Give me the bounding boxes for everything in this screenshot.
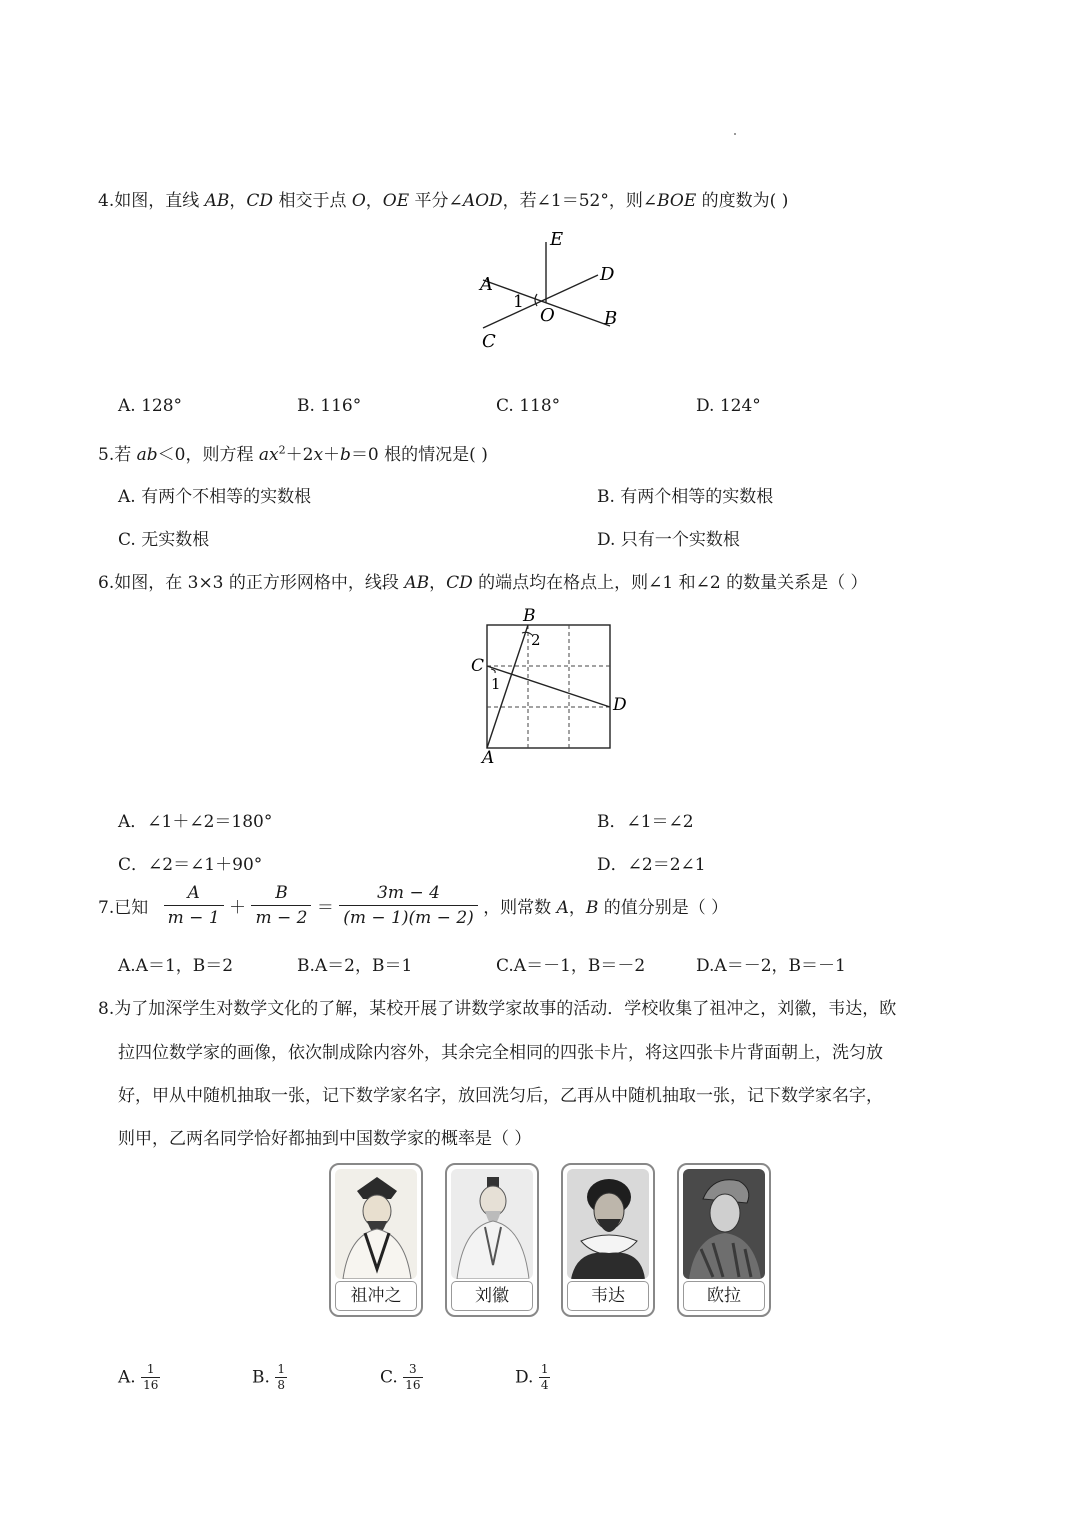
label-angle-1: 1 xyxy=(513,292,524,312)
q4-stem-text: 平分∠ xyxy=(409,191,463,211)
q8-stem-line-1: 8.为了加深学生对数学文化的了解，某校开展了讲数学家故事的活动．学校收集了祖冲之，刘徽，韦达，欧 xyxy=(98,999,897,1019)
label-angle-2: 2 xyxy=(531,631,541,649)
q7-plus: ＋ xyxy=(229,898,247,918)
q5-option-c[interactable]: C. 无实数根 xyxy=(118,530,210,550)
option-label: C. xyxy=(380,1367,398,1388)
q6-figure-grid xyxy=(462,603,642,768)
label-d: D xyxy=(613,695,627,715)
q5-stem-ab: ab xyxy=(136,445,158,465)
q4-stem-ab: AB xyxy=(204,191,230,211)
card-name: 欧拉 xyxy=(683,1281,765,1311)
fraction-denominator: m − 1 xyxy=(164,905,224,928)
q8-option-d[interactable] xyxy=(515,1363,550,1392)
q4-stem-text: 相交于点 xyxy=(273,191,352,211)
fraction-denominator: 16 xyxy=(405,1378,421,1392)
q6-stem-text: 6.如图，在 3×3 的正方形网格中，线段 xyxy=(98,573,405,593)
portrait-image xyxy=(683,1169,765,1279)
q5-option-d[interactable]: D. 只有一个实数根 xyxy=(597,530,740,550)
q7-stem-text: 7.已知 xyxy=(98,898,149,918)
segment-cd xyxy=(487,666,610,707)
q5-stem-text: ＜0，则方程 xyxy=(157,445,259,465)
q5-option-b[interactable]: B. 有两个相等的实数根 xyxy=(597,487,774,507)
card-liu-hui[interactable] xyxy=(445,1163,539,1317)
q7-stem-text: 的值分别是（ ） xyxy=(598,898,729,918)
fraction-numerator: A xyxy=(187,883,200,903)
label-c: C xyxy=(482,331,496,352)
fraction-numerator: 1 xyxy=(146,1362,155,1376)
speck xyxy=(734,133,736,135)
portrait-euler xyxy=(683,1169,765,1279)
q7-option-a[interactable]: A.A＝1，B＝2 xyxy=(118,956,234,976)
q5-stem-text: 5.若 xyxy=(98,445,137,465)
q4-figure-intersecting-lines xyxy=(470,222,630,357)
q5-stem-text: ＝0 根的情况是( ) xyxy=(350,445,488,465)
q7-equals: ＝ xyxy=(316,898,334,918)
q5-stem-b: b xyxy=(340,445,351,465)
card-euler[interactable] xyxy=(677,1163,771,1317)
q6-option-c[interactable]: C．∠2＝∠1＋90° xyxy=(118,855,263,875)
fraction-denominator: 16 xyxy=(143,1378,159,1392)
q7-stem-b: B xyxy=(585,898,599,918)
q4-stem-boe: BOE xyxy=(657,191,697,211)
q4-stem-text: 4.如图，直线 xyxy=(98,191,205,211)
q4-option-a[interactable]: A. 128° xyxy=(118,396,183,416)
option-label: A. xyxy=(118,1367,136,1388)
q6-stem xyxy=(98,568,867,593)
q7-option-d[interactable]: D.A＝－2，B＝－1 xyxy=(696,956,846,976)
q5-stem-text: ＋2 xyxy=(285,445,314,465)
q7-fraction-rhs xyxy=(339,883,478,928)
q4-stem xyxy=(98,186,788,211)
card-zu-chongzhi[interactable] xyxy=(329,1163,423,1317)
portrait-image xyxy=(335,1169,417,1279)
label-d: D xyxy=(600,264,615,285)
q4-stem-text: ，若∠1＝52°，则∠ xyxy=(502,191,658,211)
portrait-image xyxy=(567,1169,649,1279)
q5-stem-exponent: 2 xyxy=(278,443,286,457)
portrait-zu-chongzhi xyxy=(335,1169,417,1279)
label-angle-1: 1 xyxy=(491,675,501,693)
card-name: 祖冲之 xyxy=(335,1281,417,1311)
q6-option-d[interactable]: D．∠2＝2∠1 xyxy=(597,855,706,875)
q4-stem-oe: OE xyxy=(382,191,410,211)
option-label: B. xyxy=(252,1367,270,1388)
q5-stem-ax: ax xyxy=(258,445,279,465)
label-c: C xyxy=(471,656,485,676)
q4-stem-sep: ， xyxy=(229,191,247,211)
q4-stem-cd: CD xyxy=(246,191,274,211)
q5-stem xyxy=(98,440,488,465)
fraction-numerator: 3m − 4 xyxy=(377,883,440,903)
q5-stem-x: x xyxy=(313,445,324,465)
option-label: D. xyxy=(515,1367,534,1388)
fraction-numerator: B xyxy=(275,883,288,903)
fraction-denominator: 8 xyxy=(277,1378,285,1392)
q7-option-c[interactable]: C.A＝－1，B＝－2 xyxy=(496,956,646,976)
q7-fraction-a xyxy=(164,883,224,928)
q8-stem-line-3: 好，甲从中随机抽取一张，记下数学家名字，放回洗匀后，乙再从中随机抽取一张，记下数学家名字， xyxy=(118,1086,883,1106)
q6-option-b[interactable]: B．∠1＝∠2 xyxy=(597,812,694,832)
q4-option-d[interactable]: D. 124° xyxy=(696,396,761,416)
q4-stem-aod: AOD xyxy=(462,191,503,211)
card-name: 韦达 xyxy=(567,1281,649,1311)
portrait-vieta xyxy=(567,1169,649,1279)
q4-stem-sep: ， xyxy=(365,191,383,211)
q5-stem-text: ＋ xyxy=(323,445,341,465)
q8-option-b[interactable] xyxy=(252,1363,287,1392)
q8-stem-line-2: 拉四位数学家的画像，依次制成除内容外，其余完全相同的四张卡片，将这四张卡片背面朝上，洗匀放 xyxy=(118,1043,883,1063)
q4-option-c[interactable]: C. 118° xyxy=(496,396,561,416)
card-name: 刘徽 xyxy=(451,1281,533,1311)
label-a: A xyxy=(482,748,495,768)
portrait-liu-hui xyxy=(451,1169,533,1279)
label-b: B xyxy=(604,308,618,329)
q7-stem-a: A xyxy=(556,898,569,918)
label-o: O xyxy=(540,305,555,326)
q4-option-b[interactable]: B. 116° xyxy=(297,396,362,416)
label-a: A xyxy=(480,274,493,295)
fraction-numerator: 1 xyxy=(540,1362,549,1376)
q7-option-b[interactable]: B.A＝2，B＝1 xyxy=(297,956,413,976)
q4-stem-o: O xyxy=(351,191,366,211)
q7-stem-text: ，则常数 xyxy=(483,898,557,918)
q5-option-a[interactable]: A. 有两个不相等的实数根 xyxy=(118,487,312,507)
label-e: E xyxy=(550,229,564,250)
q6-stem-sep: ， xyxy=(429,573,447,593)
fraction-denominator: (m − 1)(m − 2) xyxy=(339,905,478,928)
fraction-numerator: 3 xyxy=(409,1362,417,1376)
angle-1-arc xyxy=(491,669,495,673)
fraction-numerator: 1 xyxy=(277,1362,285,1376)
q7-stem-sep: ， xyxy=(568,898,586,918)
card-vieta[interactable] xyxy=(561,1163,655,1317)
portrait-image xyxy=(451,1169,533,1279)
fraction-denominator: 4 xyxy=(540,1378,549,1392)
q6-stem-text: 的端点均在格点上，则∠1 和∠2 的数量关系是（ ） xyxy=(472,573,868,593)
q4-stem-text: 的度数为( ) xyxy=(696,191,789,211)
q7-stem xyxy=(98,883,728,928)
q8-option-a[interactable] xyxy=(118,1363,160,1392)
q6-stem-cd: CD xyxy=(446,573,473,593)
label-b: B xyxy=(523,606,536,626)
q6-stem-ab: AB xyxy=(404,573,430,593)
q6-option-a[interactable]: A．∠1＋∠2＝180° xyxy=(118,812,273,832)
q8-option-c[interactable] xyxy=(380,1363,423,1392)
q8-stem-line-4: 则甲，乙两名同学恰好都抽到中国数学家的概率是（ ） xyxy=(118,1129,532,1149)
q7-fraction-b xyxy=(251,883,311,928)
fraction-denominator: m − 2 xyxy=(251,905,311,928)
